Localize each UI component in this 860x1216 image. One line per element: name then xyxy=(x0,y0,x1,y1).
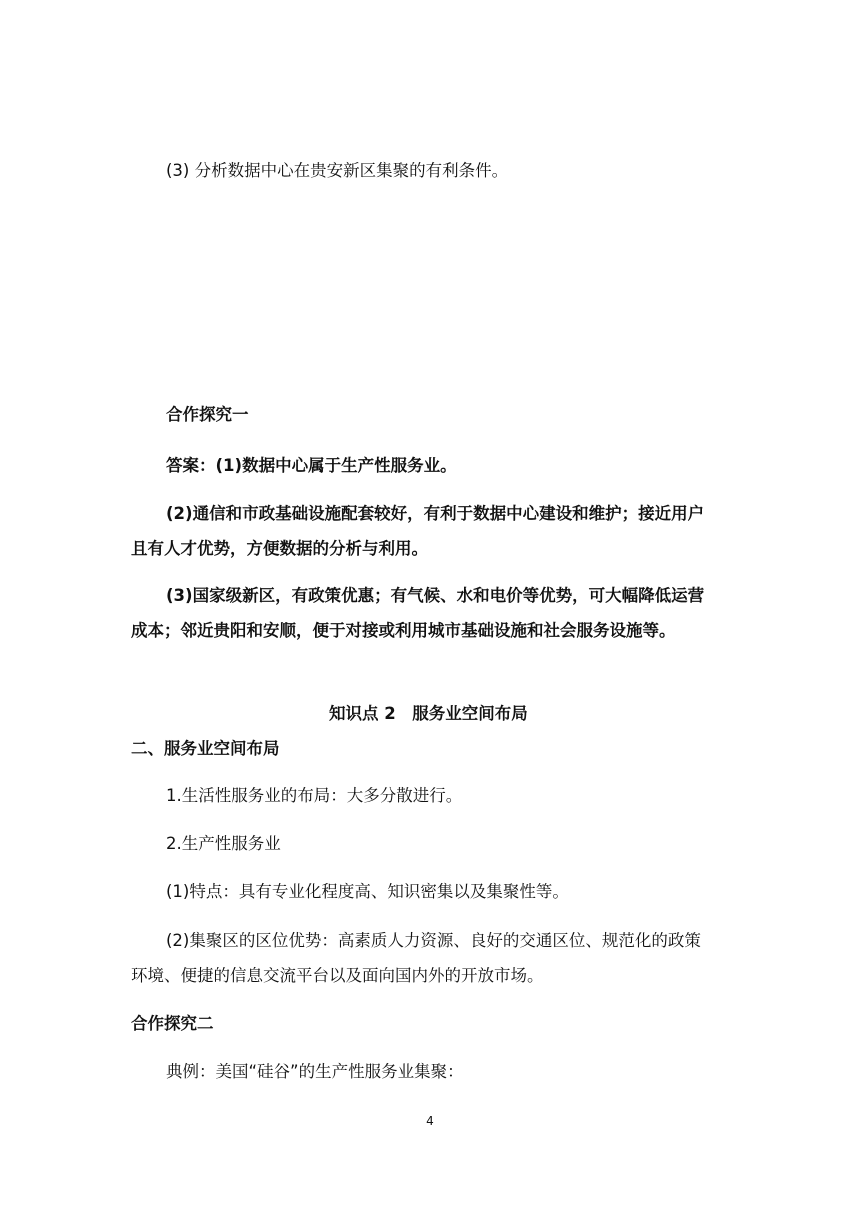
item-2-2-line-2: 环境、便捷的信息交流平台以及面向国内外的开放市场。 xyxy=(131,966,544,985)
answer-part-3-line-1: (3)国家级新区，有政策优惠；有气候、水和电价等优势，可大幅降低运营 xyxy=(166,586,705,605)
cooperative-inquiry-1-heading: 合作探究一 xyxy=(166,405,249,424)
question-3: (3) 分析数据中心在贵安新区集聚的有利条件。 xyxy=(166,161,509,180)
item-1-living-services: 1.生活性服务业的布局：大多分散进行。 xyxy=(166,786,463,805)
knowledge-point-2-title: 知识点 2 服务业空间布局 xyxy=(329,704,528,723)
answer-part-1: 答案：(1)数据中心属于生产性服务业。 xyxy=(166,456,457,475)
answer-part-3-line-2: 成本；邻近贵阳和安顺，便于对接或利用城市基础设施和社会服务设施等。 xyxy=(131,621,676,640)
example-line: 典例：美国“硅谷”的生产性服务业集聚： xyxy=(166,1062,464,1081)
item-2-2-line-1: (2)集聚区的区位优势：高素质人力资源、良好的交通区位、规范化的政策 xyxy=(166,931,701,950)
item-2-producer-services: 2.生产性服务业 xyxy=(166,834,281,853)
item-2-1-features: (1)特点：具有专业化程度高、知识密集以及集聚性等。 xyxy=(166,882,569,901)
cooperative-inquiry-2-heading: 合作探究二 xyxy=(131,1014,214,1033)
section-2-heading: 二、服务业空间布局 xyxy=(131,739,280,758)
answer-part-2-line-2: 且有人才优势，方便数据的分析与利用。 xyxy=(131,539,428,558)
page-number: 4 xyxy=(426,1114,434,1128)
answer-part-2-line-1: (2)通信和市政基础设施配套较好，有利于数据中心建设和维护；接近用户 xyxy=(166,504,705,523)
